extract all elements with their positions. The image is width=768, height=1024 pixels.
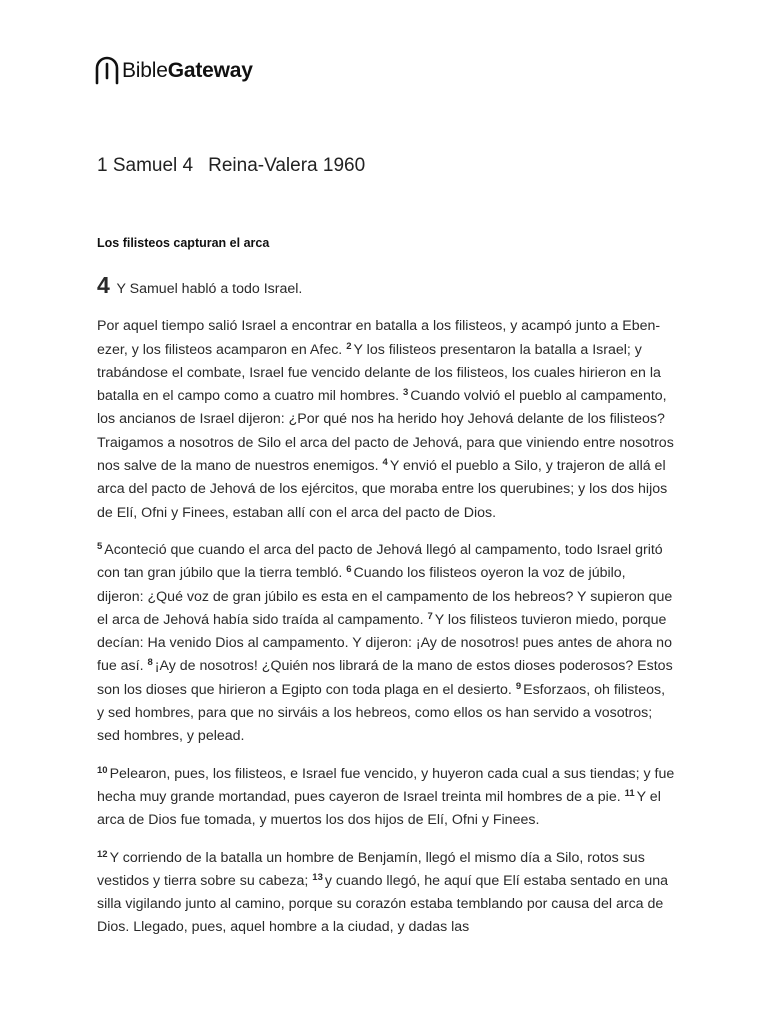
biblegateway-logo-icon — [94, 56, 120, 86]
verse-number: 5 — [97, 540, 103, 552]
verse-text: y cuando llegó, he aquí que Elí estaba sentado en una silla vigilando junto al camino, porque su corazón estaba temblando por causa del arca de Dios. Llegado, pues, aquel hombre a la ciudad, y dadas las — [97, 872, 669, 936]
section-heading: Los filisteos capturan el arca — [97, 236, 270, 250]
verse-text: Y los filisteos tuvieron miedo, porque decían: Ha venido Dios al campamento. Y dijeron: ¡Ay de nosotros! pues antes de ahora no fue así. — [97, 611, 672, 675]
verse-number: 11 — [624, 787, 635, 799]
passage-version: Reina-Valera 1960 — [208, 155, 366, 176]
verse-text: Y envió el pueblo a Silo, y trajeron de allá el arca del pacto de Jehová de los ejércitos, que moraba entre los querubines; y los dos hijos de Elí, Ofni y Finees, estaban allí con el arca del pacto de Dios. — [97, 458, 668, 521]
verse-text: Cuando volvió el pueblo al campamento, los ancianos de Israel dijeron: ¿Por qué nos ha herido hoy Jehová delante de los filisteos? Traigamos a nosotros de Silo el arca del pacto de Jehová, para que viniendo entre nosotros nos salve de la mano de nuestros enemigos. — [97, 388, 674, 475]
verse-text: Y corriendo de la batalla un hombre de Benjamín, llegó el mismo día a Silo, rotos sus vestidos y tierra sobre su cabeza; — [97, 849, 645, 889]
verse-number: 2 — [346, 340, 352, 352]
verse-number: 13 — [312, 871, 323, 883]
verse-number: 12 — [97, 848, 108, 860]
paragraph — [97, 763, 675, 833]
logo-text-bold: Gateway — [167, 59, 253, 82]
verse-text: Y el arca de Dios fue tomada, y muertos los dos hijos de Elí, Ofni y Finees. — [97, 788, 661, 829]
passage-title — [97, 155, 365, 177]
verse-number: 6 — [346, 564, 352, 576]
biblegateway-logo[interactable] — [94, 52, 253, 86]
verse-number: 7 — [427, 610, 433, 622]
verse-number: 8 — [147, 657, 153, 669]
verse-text: Cuando los filisteos oyeron la voz de júbilo, dijeron: ¿Qué voz de gran júbilo es esta en el campamento de los hebreos? Y supieron que el arca de Jehová había sido traída al campamento. — [97, 565, 673, 628]
verse-text: ¡Ay de nosotros! ¿Quién nos librará de la mano de estos dioses poderosos? Estos son los dioses que hirieron a Egipto con toda plaga en el desierto. — [97, 658, 673, 698]
verse-text: Pelearon, pues, los filisteos, e Israel fue vencido, y huyeron cada cual a sus tiendas; y fue hecha muy grande mortandad, pues cayeron de Israel treinta mil hombres de a pie. — [97, 765, 675, 805]
verse-number: 10 — [97, 764, 108, 776]
paragraph — [97, 539, 675, 749]
passage-reference: 1 Samuel 4 — [97, 155, 194, 176]
logo-text-regular: Bible — [122, 59, 168, 82]
verse-number: 4 — [382, 457, 388, 469]
verse-text: Por aquel tiempo salió Israel a encontrar en batalla a los filisteos, y acampó junto a Eben-ezer, y los filisteos acamparon en Afec. — [97, 318, 661, 358]
passage-content — [97, 274, 675, 954]
logo-text — [122, 59, 253, 86]
verse-text: Y los filisteos presentaron la batalla a Israel; y trabándose el combate, Israel fue vencido delante de los filisteos, los cuales hirieron en la batalla en el campo como a cuatro mil hombres. — [97, 341, 661, 405]
verse-text: Esforzaos, oh filisteos, y sed hombres, para que no sirváis a los hebreos, como ellos os han servido a vosotros; sed hombres, y pelead. — [97, 681, 666, 745]
paragraph — [97, 847, 675, 940]
paragraph — [97, 315, 675, 525]
verse-text: Y Samuel habló a todo Israel. — [116, 281, 303, 297]
chapter-number: 4 — [97, 272, 110, 298]
verse-number: 9 — [515, 680, 522, 692]
chapter-opening — [97, 274, 675, 301]
verse-text: Aconteció que cuando el arca del pacto de Jehová llegó al campamento, todo Israel gritó con tan gran júbilo que la tierra tembló. — [97, 541, 663, 582]
verse-number: 3 — [402, 387, 409, 399]
